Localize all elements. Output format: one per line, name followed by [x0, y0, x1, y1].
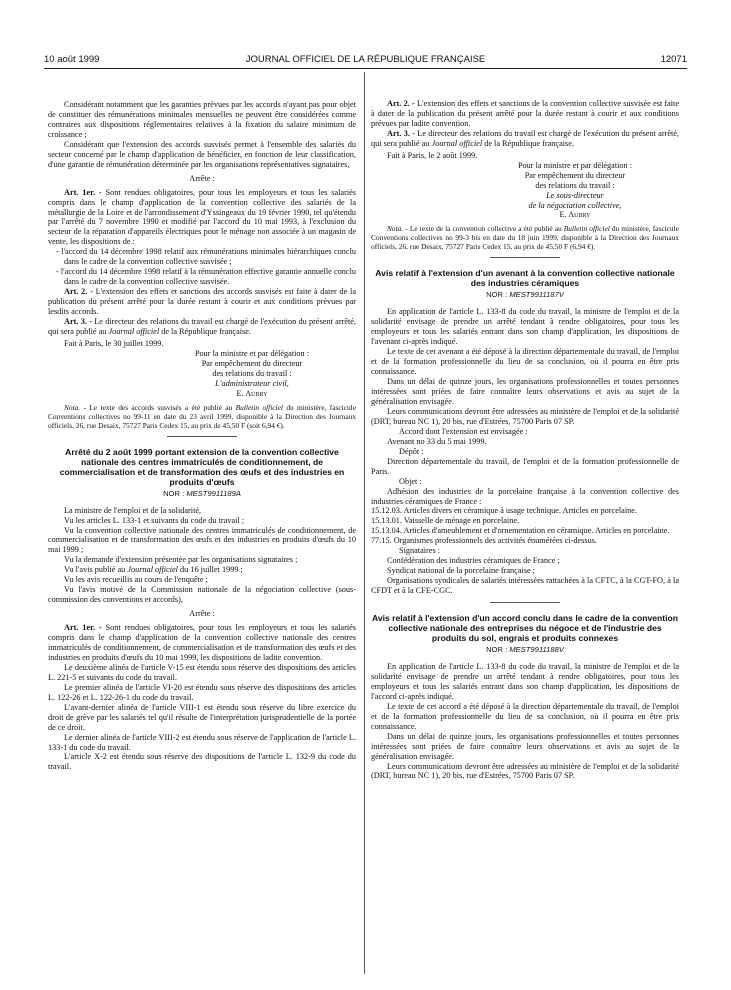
nota-text: Le texte des accords susvisés a été publié au: [89, 402, 233, 412]
article-text: Sont rendues obligatoires, pour tous les employeurs et tous les salariés compris dans le champ d'application de la convention collective nationale des centres immatriculés de conditionnement, de commercialisation et de transformation des œufs et des industries en produits d'œufs du 10 mai 1999, les dispositions de ladite convention.: [48, 623, 356, 662]
list-item: 77.15. Organismes professionnels des activités énumérées ci-dessus.: [371, 536, 597, 546]
paragraph: Organisations syndicales de salariés intéressées rattachées à la CFTC, à la CGT-FO, à la CFDT et à la CFE-CGC.: [371, 576, 679, 596]
article-text: de la République française.: [484, 138, 574, 148]
nor-reference: [371, 645, 679, 655]
signature-date: Fait à Paris, le 2 août 1999.: [387, 150, 478, 160]
signature-line: L'administrateur civil,: [215, 378, 289, 388]
paragraph: Le texte de cet accord a été déposé à la direction départementale du travail, de l'emploi et de la formation professionnelle du lieu de sa conclusion, où il pourra en être pris connaissance.: [371, 701, 679, 731]
header-page-number: 12071: [660, 54, 687, 65]
bulletin-ref: Bulletin officiel: [563, 224, 610, 234]
section-title: Avis relatif à l'extension d'un avenant à la convention collective nationale des industries céramiques: [375, 268, 675, 289]
paragraph: Vu les avis recueillis au cours de l'enquête ;: [64, 575, 208, 585]
header-date: 10 août 1999: [44, 54, 100, 65]
paragraph: L'avant-dernier alinéa de l'article VIII-1 est étendu sous réserve du libre exercice du droit de grève par les salariés tel qu'il résulte de l'interprétation jurisprudentielle de la portée de ce droit.: [48, 702, 356, 732]
paragraph: Adhésion des industries de la porcelaine française à la convention collective des industries céramiques de France :: [371, 486, 679, 506]
section-title: Arrêté du 2 août 1999 portant extension de la convention collective nationale des centres immatriculés de conditionnement, de commercialisation et de transformation des œufs et des industries en produits d'œufs: [59, 446, 345, 487]
paragraph: En application de l'article L. 133-8 du code du travail, la ministre de l'emploi et de la solidarité envisage de prendre un arrêté tendant à rendre obligatoires, pour tous les employeurs et tous les salariés entrant dans son champ d'application, les dispositions de l'avenant ci-après indiqué.: [371, 307, 679, 347]
signature-date: Fait à Paris, le 30 juillet 1999.: [64, 338, 164, 348]
article-label: Art. 3. -: [387, 128, 415, 138]
nota-text: du ministère, fascicule Conventions collectives no 99-11 en date du 23 avril 1999, disponible à la Direction des Journaux officiels, 26, rue Desaix, 75727 Paris Cedex 15, au prix de 45,50 F (soit 6,94 €).: [48, 402, 357, 430]
section-title: Avis relatif à l'extension d'un accord conclu dans le cadre de la convention collective nationale des entreprises du négoce et de l'industrie des produits du sol, engrais et produits connexes: [371, 613, 679, 644]
nor-code: MEST9911189A: [186, 488, 241, 498]
section-separator: [490, 602, 560, 603]
article-3: [48, 317, 356, 337]
list-item: 15.13.01. Vaisselle de ménage en porcelaine.: [371, 516, 520, 526]
paragraph: Considérant que l'extension des accords susvisés permet à l'ensemble des salariés du secteur concerné par le champ d'application de bénéficier, en fonction de leur classification, d'une garantie de rémunération déterminée par les organisations représentatives signataires,: [48, 139, 356, 169]
article-2: [371, 99, 679, 129]
nor-reference: [371, 290, 679, 300]
paragraph: Le deuxième alinéa de l'article V-15 est étendu sous réserve des dispositions des articles L. 221-5 et suivants du code du travail.: [48, 662, 356, 682]
nota-label: Nota. -: [64, 402, 87, 412]
paragraph: Signataires :: [399, 546, 441, 556]
nor-label: NOR :: [486, 290, 508, 300]
journal-officiel-ref: Journal officiel: [127, 565, 178, 575]
article-1: [48, 623, 356, 663]
nor-code: MEST9911188V: [509, 645, 564, 655]
paragraph: Accord dont l'extension est envisagée :: [399, 426, 528, 436]
article-label: Art. 1er. -: [64, 187, 102, 197]
article-label: Art. 2. -: [387, 99, 415, 108]
nota-text: du ministère, fascicule Conventions collectives no 99-3 bis en date du 18 juin 1999, disponible à la Direction des Journaux officiels, 26, rue Desaix, 75727 Paris Cedex 15, au prix de 45,50 F (6,94 €).: [371, 224, 679, 252]
list-item: 15.13.04. Articles d'ameublement et d'ornementation en céramique. Articles en porcelaine.: [371, 526, 670, 536]
article-text: Sont rendues obligatoires, pour tous les employeurs et tous les salariés compris dans le champ d'application de la convention collective des salariés de la métallurgie de la Loire et de l'arrondissement d'Yssingeaux du 19 février 1990, tel qu'étendu par l'arrêté du 7 novembre 1990 et modifié par l'accord du 10 mai 1993, à l'exclusion du secteur de la réparation d'appareils électriques pour le ménage non associée à un magasin de vente, les dispositions de :: [48, 187, 356, 247]
article-1: [48, 188, 356, 248]
nota: [371, 224, 679, 251]
paragraph-text: du 16 juillet 1999 ;: [180, 565, 243, 575]
paragraph-text: Vu l'avis publié au: [64, 565, 126, 575]
left-column: [48, 100, 356, 772]
paragraph: Objet :: [399, 476, 422, 486]
paragraph: La ministre de l'emploi et de la solidarité,: [64, 505, 202, 515]
nor-reference: [48, 489, 356, 499]
paragraph: Syndicat national de la porcelaine française ;: [387, 566, 535, 576]
article-3: [371, 129, 679, 149]
article-label: Art. 3. -: [64, 317, 92, 327]
signature-line: Pour la ministre et par délégation :: [194, 348, 310, 358]
article-2: [48, 287, 356, 317]
paragraph: Le dernier alinéa de l'article VIII-2 est étendu sous réserve de l'application de l'article L. 133-1 du code du travail.: [48, 732, 356, 752]
paragraph: Considérant notamment que les garanties prévues par les accords n'ayant pas pour objet de constituer des rémunérations minimales mensuelles ne peuvent être considérées comme contraires aux dispositions réglementaires relatives à la fixation du salaire minimum de croissance ;: [48, 100, 356, 139]
journal-officiel-ref: Journal officiel: [108, 326, 160, 336]
article-text: de la République française.: [161, 326, 251, 336]
list-item: - l'accord du 14 décembre 1998 relatif aux rémunérations minimales hiérarchiques conclu dans le cadre de la convention collective susvisée ;: [56, 247, 356, 267]
signature-line: Par empêchement du directeur: [201, 358, 303, 368]
paragraph: Le texte de cet avenant a été déposé à la direction départementale du travail, de l'emploi et de la formation professionnelle du lieu de sa conclusion, où il pourra en être pris connaissance.: [371, 347, 679, 377]
paragraph: Le premier alinéa de l'article VI-20 est étendu sous réserve des dispositions des articles L. 122-26 et L. 122-26-1 du code du travail.: [48, 682, 356, 702]
signature-line: des relations du travail :: [212, 368, 292, 378]
section-separator: [167, 436, 237, 437]
paragraph: Leurs communications devront être adressées au ministère de l'emploi et de la solidarité (DRT, bureau NC 1), 20 bis, rue d'Estrées, 75700 Paris 07 SP.: [371, 406, 679, 426]
nota-label: Nota. -: [387, 224, 408, 234]
article-text: L'extension des effets et sanctions de la convention collective susvisée est faite à dater de la publication du présent arrêté pour la durée restant à courir et aux conditions prévues par ladite convention.: [371, 99, 679, 128]
list-item: - l'accord du 14 décembre 1998 relatif à la rémunération effective garantie annuelle conclu dans le cadre de la convention collective susvisée.: [56, 267, 356, 287]
section-separator: [490, 257, 560, 258]
paragraph: Vu les articles L. 133-1 et suivants du code du travail ;: [64, 515, 245, 525]
paragraph: [48, 565, 356, 575]
signature-line: Par empêchement du directeur: [524, 170, 626, 180]
list-item: 15.12.03. Articles divers en céramique à usage technique. Articles en porcelaine.: [371, 506, 637, 516]
paragraph: Vu l'avis motivé de la Commission nationale de la négociation collective (sous-commission des conventions et accords),: [48, 585, 356, 605]
arrete-heading: Arrête :: [189, 609, 215, 619]
nor-label: NOR :: [163, 488, 185, 498]
right-column: [371, 99, 679, 781]
paragraph: Leurs communications devront être adressées au ministère de l'emploi et de la solidarité (DRT, bureau NC 1), 20 bis, rue d'Estrées, 75700 Paris 07 SP.: [371, 761, 679, 781]
article-text: Le directeur des relations du travail est chargé de l'exécution du présent arrêté, qui sera publié au: [48, 317, 356, 336]
signature-line: des relations du travail :: [535, 180, 615, 190]
signature-line: de la négociation collective,: [528, 200, 622, 210]
nota-text: Le texte de la convention collective a été publié au: [409, 224, 562, 234]
paragraph: Confédération des industries céramiques de France ;: [387, 556, 560, 566]
article-label: Art. 2. -: [64, 287, 93, 297]
article-label: Art. 1er. -: [64, 623, 102, 633]
article-text: L'extension des effets et sanctions des accords susvisés est faite à dater de la publication du présent arrêté pour la durée restant à courir et aux conditions prévues par lesdits accords.: [48, 287, 356, 317]
nor-code: MEST9911187V: [509, 290, 564, 300]
signatory-name: E. Aubry: [236, 388, 268, 398]
page-header: [44, 54, 687, 68]
nota: [48, 403, 356, 430]
article-text: Le directeur des relations du travail est chargé de l'exécution du présent arrêté, qui sera publié au: [371, 128, 679, 148]
paragraph: Dépôt :: [399, 446, 424, 456]
paragraph: Dans un délai de quinze jours, les organisations professionnelles et toutes personnes intéressées sont priées de faire connaître leurs observations et avis au sujet de la généralisation envisagée.: [371, 731, 679, 761]
bulletin-ref: Bulletin officiel: [235, 402, 283, 412]
paragraph: Dans un délai de quinze jours, les organisations professionnelles et toutes personnes intéressées sont priées de faire connaître leurs observations et avis au sujet de la généralisation envisagée.: [371, 377, 679, 406]
journal-officiel-ref: Journal officiel: [431, 138, 483, 148]
paragraph: Vu la demande d'extension présentée par les organisations signataires ;: [64, 555, 298, 565]
arrete-heading: Arrête :: [189, 173, 215, 183]
nor-label: NOR :: [486, 645, 508, 655]
paragraph: Avenant no 33 du 5 mai 1999.: [387, 436, 487, 446]
column-divider: [364, 72, 365, 974]
signatory-name: E. Aubry: [559, 210, 591, 220]
paragraph: L'article X-2 est étendu sous réserve des dispositions de l'article L. 132-9 du code du travail.: [48, 752, 356, 772]
header-journal-title: JOURNAL OFFICIEL DE LA RÉPUBLIQUE FRANÇAISE: [245, 54, 486, 65]
paragraph: En application de l'article L. 133-8 du code du travail, la ministre de l'emploi et de la solidarité envisage de prendre un arrêté tendant à rendre obligatoires, pour tous les employeurs et tous les salariés entrant dans son champ d'application, les dispositions de l'accord ci-après indiqué.: [371, 661, 679, 701]
paragraph: Direction départementale du travail, de l'emploi et de la formation professionnelle de Paris.: [371, 456, 679, 476]
signature-line: Pour la ministre et par délégation :: [517, 160, 633, 170]
signature-line: Le sous-directeur: [546, 190, 604, 200]
paragraph: Vu la convention collective nationale des centres immatriculés de conditionnement, de commercialisation et de transformation des œufs et des industries en produits d'œufs du 10 mai 1999 ;: [48, 525, 356, 555]
header-rule: [44, 68, 687, 69]
